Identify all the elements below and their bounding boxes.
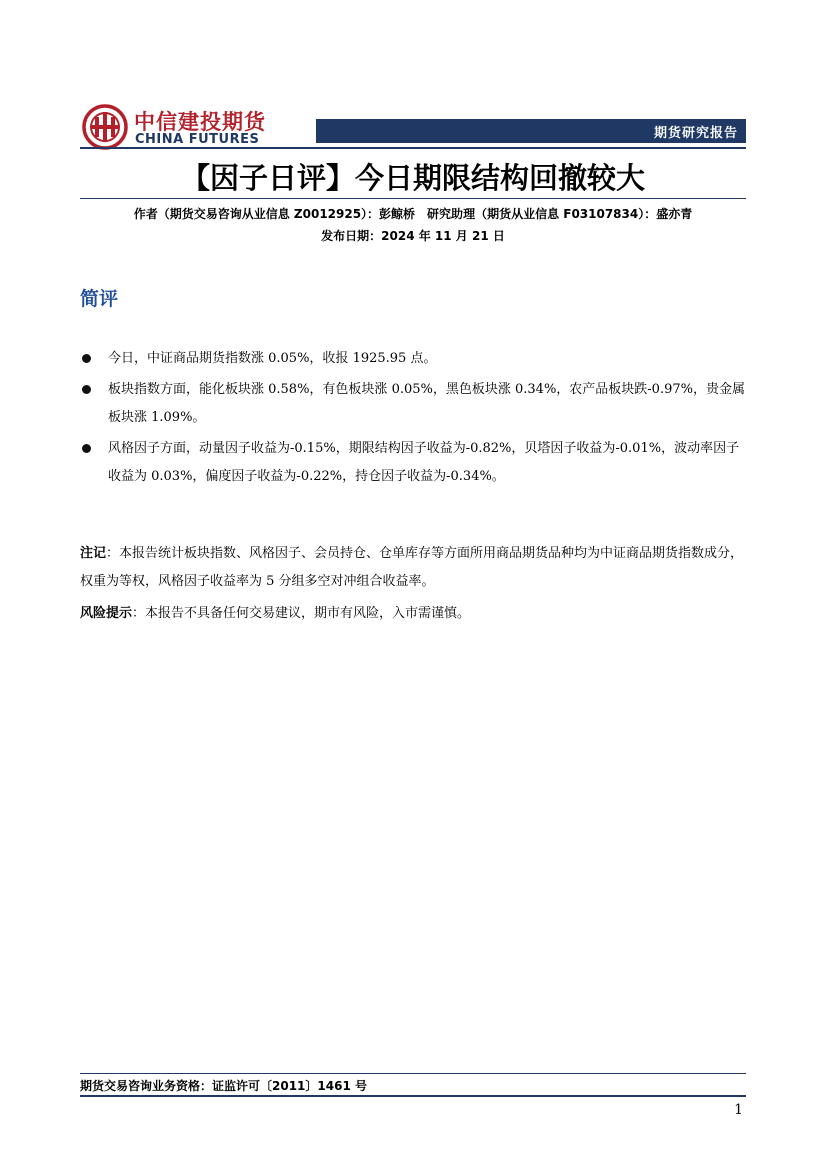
company-logo — [82, 104, 302, 152]
logo-english-name: CHINA FUTURES — [135, 132, 260, 147]
list-item — [80, 345, 752, 373]
list-item-text: 板块指数方面，能化板块涨 0.58%，有色板块涨 0.05%，黑色板块涨 0.34%，农产品板块跌-0.97%，贵金属板块涨 1.09%。 — [108, 382, 745, 425]
footer-qualification: 期货交易咨询业务资格：证监许可〔2011〕1461 号 — [80, 1079, 367, 1093]
title-divider — [80, 198, 746, 199]
company-emblem-icon — [82, 104, 128, 150]
bullet-icon — [82, 385, 91, 394]
header-divider — [80, 147, 746, 149]
note-text: ：本报告统计板块指数、风格因子、会员持仓、仓单库存等方面所用商品期货品种均为中证商品期货指数成分，权重为等权，风格因子收益率为 5 分组多空对冲组合收益率。 — [80, 546, 744, 589]
notes-block — [80, 540, 752, 632]
bullet-icon — [82, 444, 91, 453]
note-paragraph — [80, 540, 752, 596]
publish-date: 发布日期：2024 年 11 月 21 日 — [321, 229, 505, 243]
footer-divider-bottom — [80, 1095, 746, 1097]
footer-divider — [80, 1073, 746, 1074]
header-band — [316, 119, 746, 143]
note-label: 注记 — [80, 546, 107, 561]
bullet-icon — [82, 354, 91, 363]
report-type-label: 期货研究报告 — [653, 126, 738, 141]
risk-label: 风险提示 — [80, 606, 133, 621]
page-number: 1 — [734, 1102, 743, 1118]
list-item-text: 今日，中证商品期货指数涨 0.05%，收报 1925.95 点。 — [108, 351, 437, 366]
report-title: 【因子日评】今日期限结构回撤较大 — [180, 161, 645, 195]
summary-list — [80, 345, 752, 494]
list-item-text: 风格因子方面，动量因子收益为-0.15%，期限结构因子收益为-0.82%，贝塔因子收益为-0.01%，波动率因子收益为 0.03%，偏度因子收益为-0.22%，持仓因子收益为-0.34%。 — [108, 441, 740, 484]
author-line: 作者（期货交易咨询从业信息 Z0012925）：彭鲸桥 研究助理（期货从业信息 F03107834）：盛亦青 — [133, 207, 693, 221]
risk-text: ：本报告不具备任何交易建议，期市有风险，入市需谨慎。 — [132, 606, 471, 621]
section-heading: 简评 — [80, 288, 119, 310]
logo-chinese-name: 中信建投期货 — [134, 110, 266, 134]
list-item — [80, 376, 752, 432]
list-item — [80, 435, 752, 491]
risk-paragraph — [80, 600, 752, 628]
